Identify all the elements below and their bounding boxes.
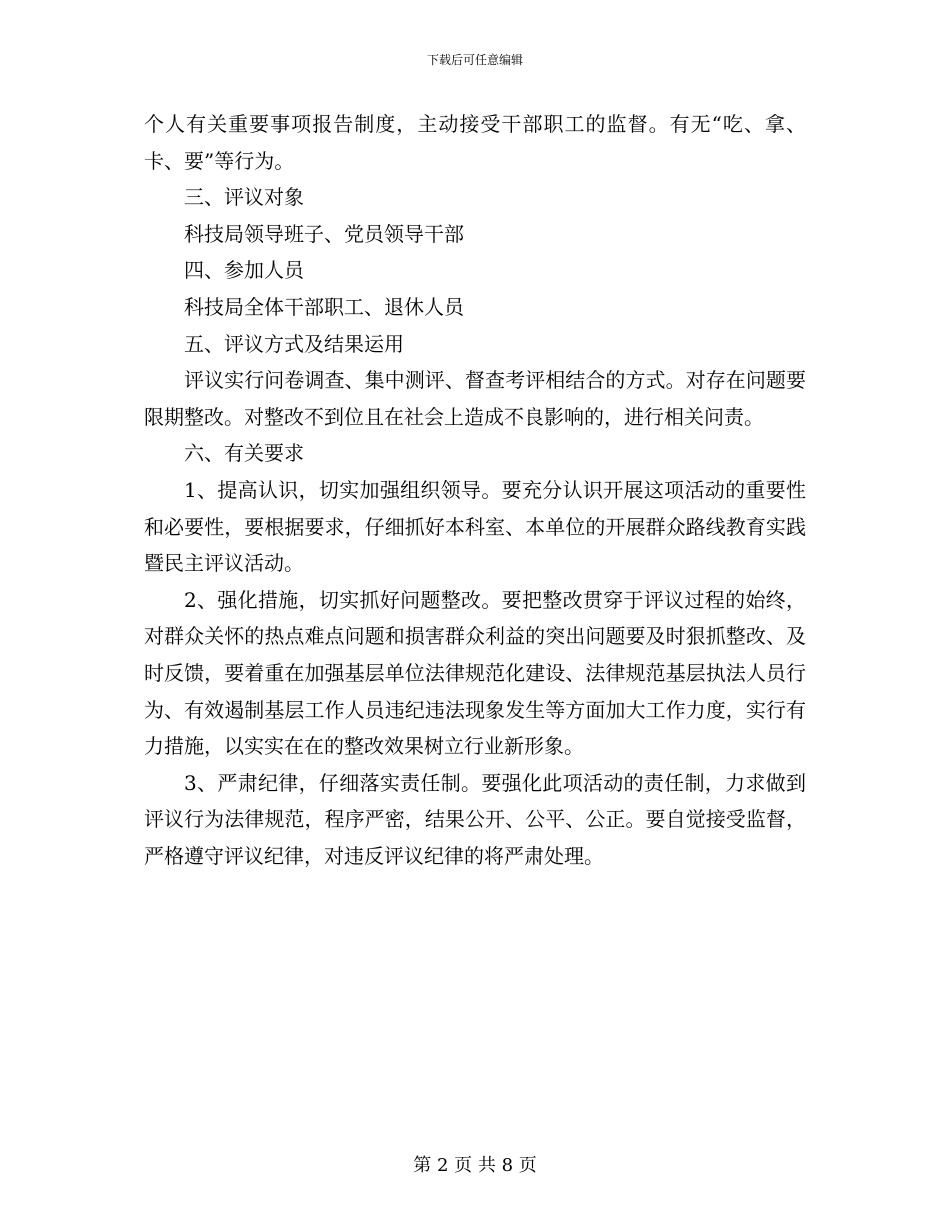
paragraph: 科技局领导班子、党员领导干部 <box>184 221 464 246</box>
page-header: 下载后可任意编辑 <box>426 53 523 67</box>
document-body <box>144 106 806 874</box>
section-heading: 三、评议对象 <box>184 185 304 210</box>
requirement-item: 1、提高认识，切实加强组织领导。要充分认识开展这项活动的重要性和必要性，要根据要求，仔细抓好本科室、本单位的开展群众路线教育实践暨民主评议活动。 <box>144 477 806 576</box>
section-heading: 四、参加人员 <box>184 258 304 283</box>
requirement-item: 2、强化措施，切实抓好问题整改。要把整改贯穿于评议过程的始终，对群众关怀的热点难点问题和损害群众利益的突出问题要及时狠抓整改、及时反馈，要着重在加强基层单位法律规范化建设、法律规范基层执法人员行为、有效遏制基层工作人员违纪违法现象发生等方面加大工作力度，实行有力措施，以实实在在的整改效果树立行业新形象。 <box>144 587 806 759</box>
paragraph: 个人有关重要事项报告制度，主动接受干部职工的监督。有无“吃、拿、卡、要”等行为。 <box>144 112 806 173</box>
paragraph: 科技局全体干部职工、退休人员 <box>184 294 464 319</box>
page-number: 第 2 页 共 8 页 <box>413 1155 537 1176</box>
section-heading: 六、有关要求 <box>184 441 304 466</box>
paragraph: 评议实行问卷调查、集中测评、督查考评相结合的方式。对存在问题要限期整改。对整改不到位且在社会上造成不良影响的，进行相关问责。 <box>144 368 806 429</box>
section-heading: 五、评议方式及结果运用 <box>184 331 404 356</box>
requirement-item: 3、严肃纪律，仔细落实责任制。要强化此项活动的责任制，力求做到评议行为法律规范，程序严密，结果公开、公平、公正。要自觉接受监督，严格遵守评议纪律，对违反评议纪律的将严肃处理。 <box>144 770 806 868</box>
